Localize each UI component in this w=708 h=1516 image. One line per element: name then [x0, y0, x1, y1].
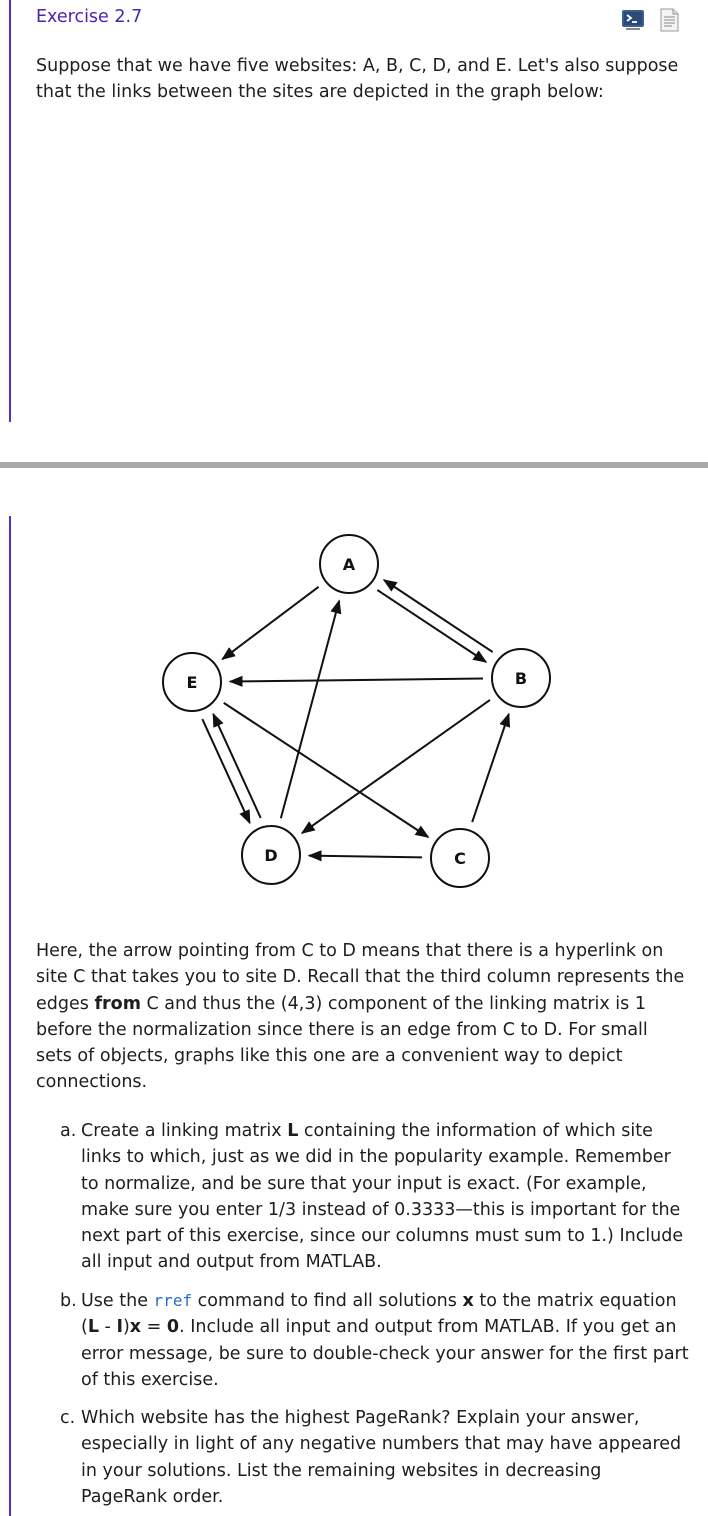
explanation-emphasis: from [94, 993, 141, 1014]
intro-paragraph: Suppose that we have five websites: A, B, C, D, and E. Let's also suppose that the links between the sites are depicted in the graph below: [36, 56, 679, 103]
zero-vector-symbol: 0 [166, 1317, 180, 1338]
node-label: C [454, 849, 466, 868]
question-marker: a. [60, 1121, 77, 1141]
matrix-symbol: L [87, 1317, 99, 1338]
edge-d-to-a [281, 601, 339, 819]
question-text-part: Use the [81, 1291, 154, 1311]
question-text-part: - [98, 1317, 117, 1338]
edge-a-to-e [222, 587, 318, 659]
vector-symbol: x [462, 1291, 474, 1311]
edge-b-to-e [230, 678, 483, 681]
code-command: rref [153, 1291, 193, 1310]
question-marker: b. [60, 1291, 77, 1311]
node-e [163, 653, 221, 711]
question-text-part: Create a linking matrix [81, 1121, 288, 1141]
node-label: D [264, 846, 278, 865]
question-marker: c. [60, 1408, 76, 1428]
edge-e-to-d [202, 719, 249, 823]
question-text [81, 1118, 691, 1276]
question-text-part: = [141, 1317, 167, 1338]
node-label: A [342, 555, 356, 574]
question-text [81, 1288, 691, 1393]
link-graph [0, 520, 708, 900]
graph-nodes [163, 535, 550, 887]
graph-edges [202, 580, 508, 857]
node-d [242, 826, 300, 884]
node-a [320, 535, 378, 593]
edge-b-to-d [302, 700, 490, 833]
question-text-part: . Include all input and output from MATLAB. If you get an error message, be sure to double-check your answer for the first part of this exercise. [81, 1317, 689, 1390]
node-label: B [514, 669, 528, 688]
exercise-title: Exercise 2.7 [36, 7, 143, 27]
vector-symbol: x [129, 1317, 142, 1338]
explanation-text: C and thus the (4,3) component of the linking matrix is 1 before the normalization since there is an edge from C to D. For small sets of objects, graphs like this one are a convenient way to depict connections. [36, 993, 648, 1093]
question-text-part: command to find all solutions [192, 1291, 463, 1311]
matrix-symbol: L [287, 1121, 299, 1141]
question-text-part: containing the information of which site links to which, just as we did in the popularity example. Remember to normalize, and be sure that your input is exact. (For example, make sure you enter 1/3 instead of 0.3333—this is important for the next part of this exercise, since our columns must sum to 1.) Include all input and output from MATLAB. [81, 1121, 684, 1273]
section-accent-bar [9, 0, 11, 422]
node-b [492, 649, 550, 707]
question-text-part: to the matrix equation ( [81, 1291, 677, 1338]
console-icon[interactable] [620, 7, 646, 33]
edge-c-to-d [309, 856, 422, 858]
edge-d-to-e [213, 714, 260, 818]
edge-a-to-b [377, 590, 486, 662]
explanation-paragraph [36, 938, 688, 1096]
matrix-symbol: I [116, 1317, 123, 1338]
edge-c-to-b [472, 714, 509, 822]
edge-b-to-a [384, 580, 493, 652]
section-divider [0, 462, 708, 468]
document-icon[interactable] [656, 7, 682, 33]
explanation-text: Here, the arrow pointing from C to D means that there is a hyperlink on site C that takes you to site D. Recall that the third column represents the edges [36, 941, 685, 1014]
question-text: Which website has the highest PageRank? Explain your answer, especially in light of any negative numbers that may have appeared in your solutions. List the remaining websites in decreasing PageRank order. [81, 1408, 682, 1507]
question-text-part: ) [122, 1317, 130, 1338]
node-c [431, 829, 489, 887]
node-label: E [186, 673, 198, 692]
